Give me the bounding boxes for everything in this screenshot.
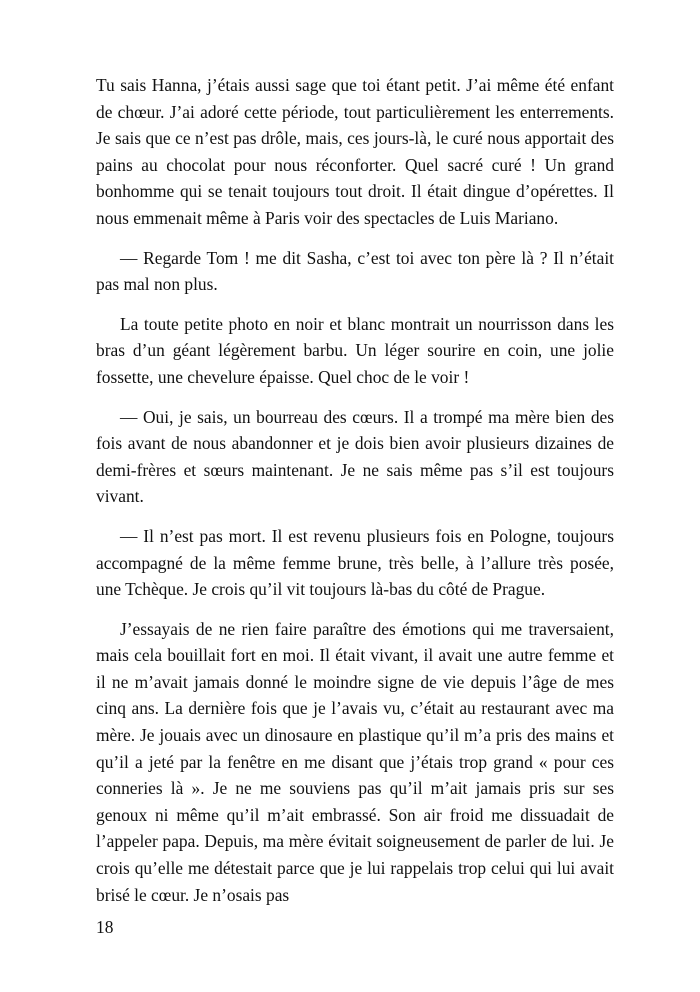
paragraph-6: J’essayais de ne rien faire paraître des émotions qui me traversaient, mais cela bouillait fort en moi. Il était vivant, il avait une autre femme et il ne m’avait jamais donné le moindre signe de vie depuis l’âge de mes cinq ans. La dernière fois que je l’avais vu, c’était au restaurant avec ma mère. Je jouais avec un dinosaure en plastique qu’il m’a pris des mains et qu’il a jeté par la fenêtre en me disant que j’étais trop grand « pour ces conneries là ». Je ne me souviens pas qu’il m’ait jamais pris sur ses genoux ni même qu’il m’ait embrassé. Son air froid me dissuadait de l’appeler papa. Depuis, ma mère évitait soigneusement de parler de lui. Je crois qu’elle me détestait parce que je lui rappelais trop celui qui lui avait brisé le cœur. Je n’osais pas xyxy=(96,618,614,905)
paragraph-4: — Oui, je sais, un bourreau des cœurs. Il a trompé ma mère bien des fois avant de nous abandonner et je dois bien avoir plusieurs dizaines de demi-frères et sœurs maintenant. Je ne sais même pas s’il est toujours vivant. xyxy=(96,406,614,507)
page-number: 18 xyxy=(96,917,114,937)
paragraph-5: — Il n’est pas mort. Il est revenu plusieurs fois en Pologne, toujours accompagné de la même femme brune, très belle, à l’allure très posée, une Tchèque. Je crois qu’il vit toujours là-bas du côté de Prague. xyxy=(96,525,614,600)
paragraph-3: La toute petite photo en noir et blanc montrait un nourrisson dans les bras d’un géant légèrement barbu. Un léger sourire en coin, une jolie fossette, une chevelure épaisse. Quel choc de le voir ! xyxy=(96,313,614,387)
paragraph-1: Tu sais Hanna, j’étais aussi sage que toi étant petit. J’ai même été enfant de chœur. J’ai adoré cette période, tout particulièrement les enterrements. Je sais que ce n’est pas drôle, mais, ces jours-là, le curé nous apportait des pains au chocolat pour nous réconforter. Quel sacré curé ! Un grand bonhomme qui se tenait toujours tout droit. Il était dingue d’opérettes. Il nous emmenait même à Paris voir des spectacles de Luis Mariano. xyxy=(96,75,614,228)
book-page-body xyxy=(96,72,614,921)
paragraph-2: — Regarde Tom ! me dit Sasha, c’est toi avec ton père là ? Il n’était pas mal non plus. xyxy=(96,247,614,295)
